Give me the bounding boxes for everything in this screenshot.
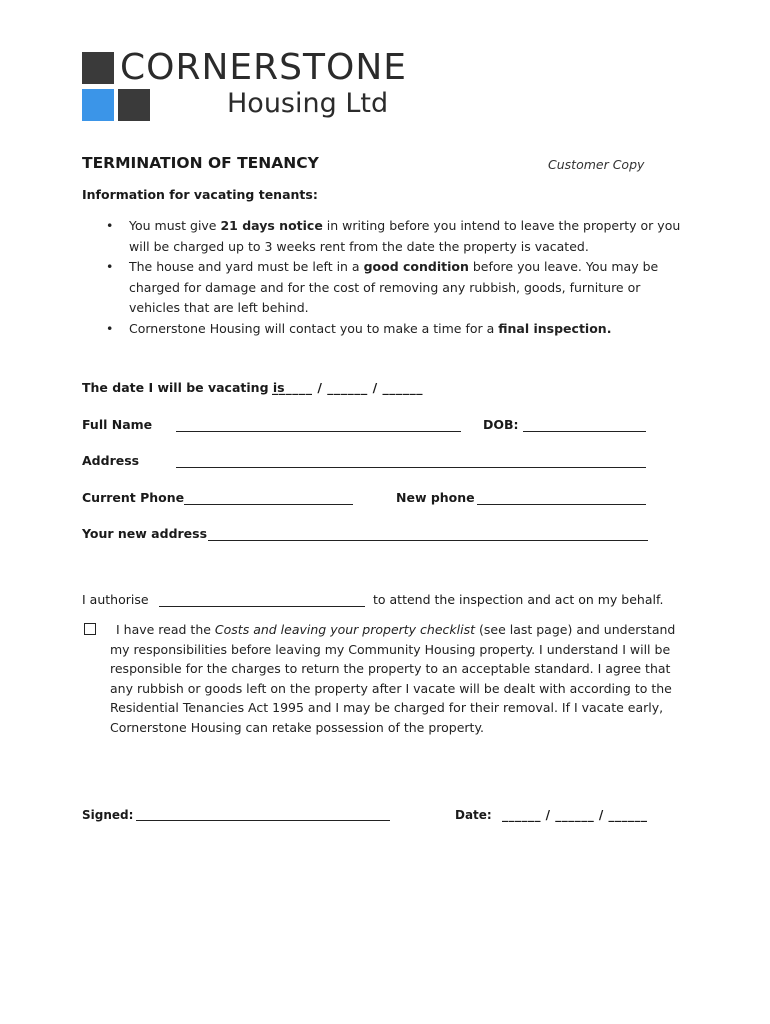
logo-name: CORNERSTONE	[120, 47, 408, 88]
authorise-label: I authorise	[82, 592, 149, 607]
current-phone-field[interactable]	[184, 504, 353, 505]
list-item: • Cornerstone Housing will contact you to make a time for a final inspection.	[82, 319, 682, 340]
signed-label: Signed:	[82, 808, 134, 822]
full-name-field[interactable]	[176, 431, 461, 432]
logo-subtitle: Housing Ltd	[227, 88, 389, 119]
full-name-label: Full Name	[82, 417, 153, 432]
intro-heading: Information for vacating tenants:	[82, 187, 318, 202]
signature-date-field[interactable]: ______ / ______ / ______	[502, 808, 648, 822]
address-label: Address	[82, 453, 140, 468]
dob-label: DOB:	[483, 417, 519, 432]
vacating-date-label: The date I will be vacating is	[82, 380, 285, 395]
new-phone-field[interactable]	[477, 504, 646, 505]
new-phone-label: New phone	[396, 490, 475, 505]
bullet-icon: •	[106, 320, 114, 336]
authorised-person-field[interactable]	[159, 606, 365, 607]
date-label: Date:	[455, 808, 492, 822]
declaration-text: I have read the Costs and leaving your property checklist (see last page) and understand my responsibilities before leaving my Community Housing property. I understand I will be responsible for the charges to return the property to an acceptable standard. I agree that any rubbish or goods left on the property after I vacate will be dealt with according to the Residential Tenancies Act 1995 and I may be charged for their removal. If I vacate early, Cornerstone Housing can retake possession of the property.	[110, 622, 676, 735]
current-phone-label: Current Phone	[82, 490, 185, 505]
info-list	[82, 216, 682, 339]
authorise-text: to attend the inspection and act on my behalf.	[373, 592, 664, 607]
page-title: TERMINATION OF TENANCY	[82, 154, 319, 172]
new-address-label: Your new address	[82, 526, 208, 541]
list-item: • The house and yard must be left in a good condition before you leave. You may be charged for damage and for the cost of removing any rubbish, goods, furniture or vehicles that are left behind.	[106, 259, 659, 315]
bullet-icon: •	[106, 218, 114, 233]
logo-square-blue	[82, 89, 114, 121]
signature-field[interactable]	[136, 820, 390, 821]
declaration-checkbox[interactable]	[84, 623, 96, 635]
copy-label: Customer Copy	[548, 157, 645, 172]
logo-square-dark-bottom	[118, 89, 150, 121]
address-field[interactable]	[176, 467, 646, 468]
vacating-date-field[interactable]: ______ / ______ / ______	[272, 380, 424, 395]
list-item: • You must give 21 days notice in writing before you intend to leave the property or you will be charged up to 3 weeks rent from the date the property is vacated.	[106, 218, 681, 254]
bullet-icon: •	[106, 259, 114, 274]
new-address-field[interactable]	[208, 540, 648, 541]
dob-field[interactable]	[523, 431, 646, 432]
logo-square-dark-top	[82, 52, 114, 84]
